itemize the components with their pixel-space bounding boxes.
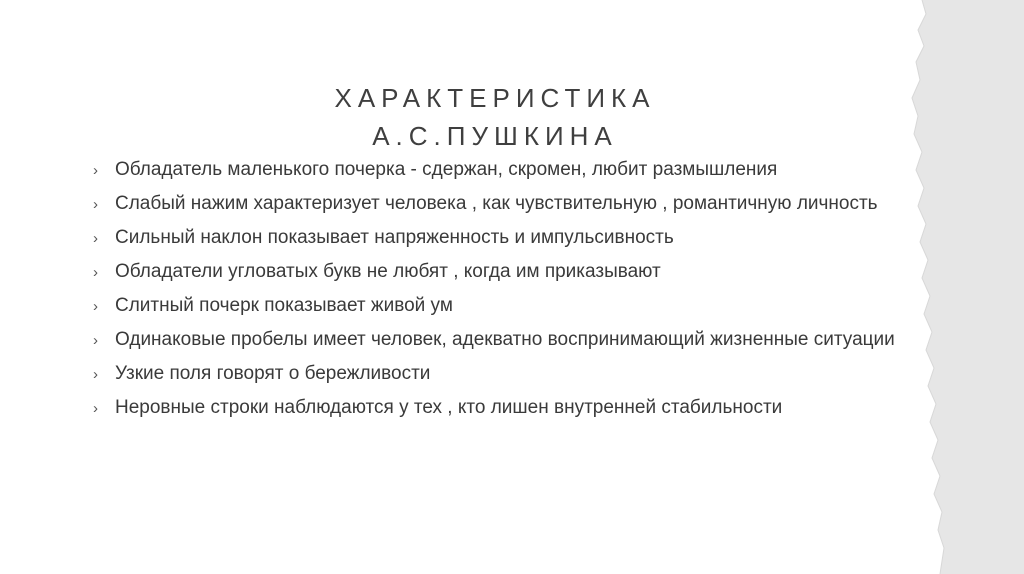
chevron-right-icon: ›: [93, 332, 98, 349]
bullet-text: Неровные строки наблюдаются у тех , кто лишен внутренней стабильности: [115, 397, 783, 418]
bullet-text: Одинаковые пробелы имеет человек, адекватно воспринимающий жизненные ситуации: [115, 329, 895, 350]
chevron-right-icon: ›: [93, 366, 98, 383]
bullet-text: Слитный почерк показывает живой ум: [115, 295, 453, 316]
list-item: [93, 328, 923, 352]
list-item: [93, 158, 923, 182]
bullet-text: Узкие поля говорят о бережливости: [115, 363, 431, 384]
bullet-text: Обладатель маленького почерка - сдержан, скромен, любит размышления: [115, 159, 778, 180]
list-item: [93, 192, 923, 216]
list-item: [93, 260, 923, 284]
chevron-right-icon: ›: [93, 196, 98, 213]
chevron-right-icon: ›: [93, 162, 98, 179]
chevron-right-icon: ›: [93, 400, 98, 417]
title-line-2: А.С.ПУШКИНА: [372, 121, 618, 152]
bullet-text: Сильный наклон показывает напряженность и импульсивность: [115, 227, 674, 248]
bullet-text: Обладатели угловатых букв не любят , когда им приказывают: [115, 261, 661, 282]
bullet-text: Слабый нажим характеризует человека , как чувствительную , романтичную личность: [115, 193, 878, 214]
list-item: [93, 396, 923, 420]
list-item: [93, 294, 923, 318]
chevron-right-icon: ›: [93, 264, 98, 281]
title-line-1: ХАРАКТЕРИСТИКА: [334, 83, 656, 114]
list-item: [93, 226, 923, 250]
chevron-right-icon: ›: [93, 230, 98, 247]
chevron-right-icon: ›: [93, 298, 98, 315]
list-item: [93, 362, 923, 386]
bullet-list: [93, 158, 923, 430]
slide-title: [0, 79, 990, 155]
